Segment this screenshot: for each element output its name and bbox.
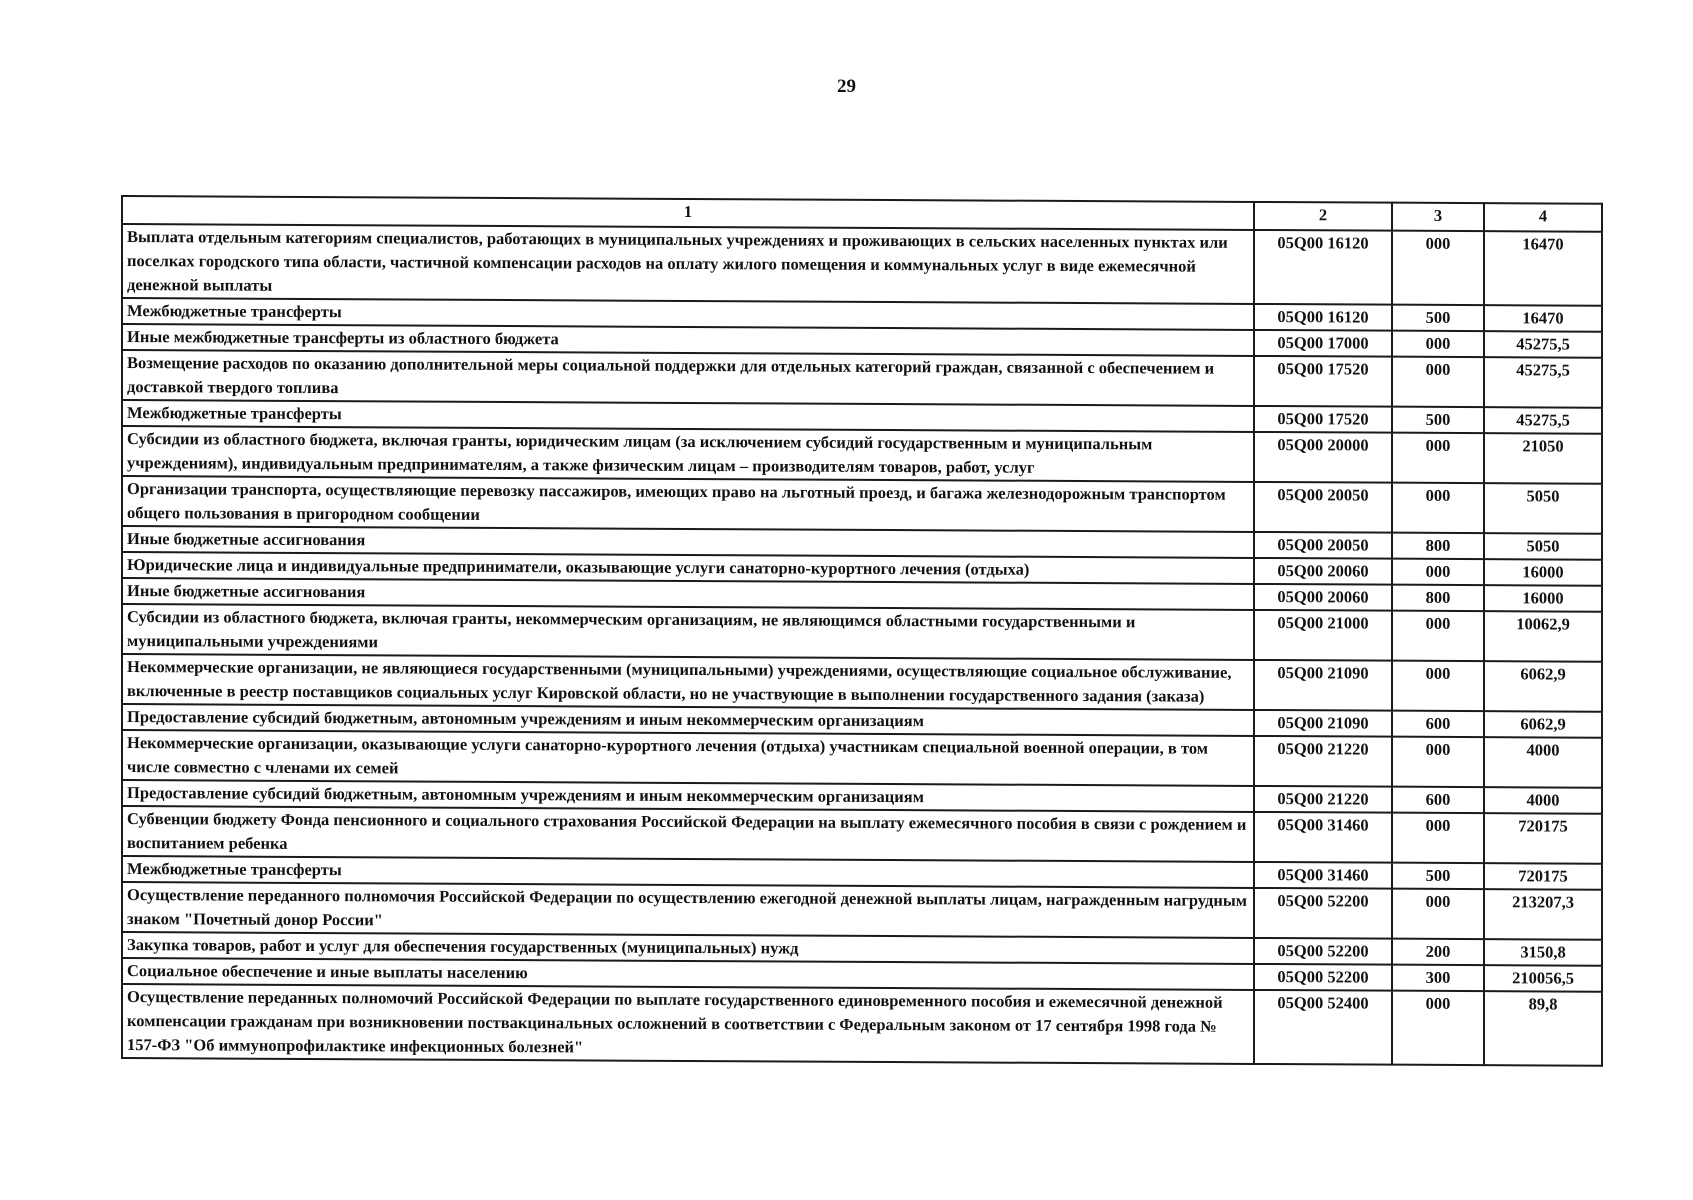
code-cell: 05Q00 52200 [1254,964,1392,991]
amount-cell: 720175 [1484,863,1602,890]
table-row [122,984,1602,1066]
amount-cell: 210056,5 [1484,965,1602,992]
table-row [122,604,1602,662]
amount-cell: 16000 [1484,585,1602,612]
table-row [122,476,1602,534]
code-cell: 05Q00 31460 [1254,862,1392,889]
amount-cell: 45275,5 [1484,331,1602,358]
amount-cell: 6062,9 [1484,711,1602,738]
amount-cell: 21050 [1484,433,1602,484]
description-cell: Юридические лица и индивидуальные предприниматели, оказывающие услуги санаторно-курортного лечения (отдыха) [122,552,1254,584]
table-row [122,806,1602,864]
description-cell: Иные межбюджетные трансферты из областного бюджета [122,324,1254,356]
table-row [122,426,1602,484]
type-cell: 300 [1392,965,1484,991]
amount-cell: 45275,5 [1484,407,1602,434]
type-cell: 000 [1392,331,1484,357]
amount-cell: 16470 [1484,305,1602,332]
code-cell: 05Q00 17520 [1254,356,1392,407]
code-cell: 05Q00 20050 [1254,482,1392,533]
amount-cell: 6062,9 [1484,661,1602,712]
amount-cell: 720175 [1484,813,1602,864]
type-cell: 600 [1392,711,1484,737]
description-cell: Субсидии из областного бюджета, включая гранты, некоммерческим организациям, не являющимся областными государственными и муниципальными учреждениями [122,604,1254,660]
description-cell: Осуществление переданного полномочия Российской Федерации по осуществлению ежегодной денежной выплаты лицам, награжденным нагрудным знаком "Почетный донор России" [122,882,1254,938]
code-cell: 05Q00 20060 [1254,558,1392,585]
description-cell: Некоммерческие организации, не являющиеся государственными (муниципальными) учреждениями, осуществляющие социальное обслуживание, включенные в реестр поставщиков социальных услуг Кировской области, но не участвующие в выполнении государственного задания (заказа) [122,654,1254,710]
code-cell: 05Q00 20060 [1254,584,1392,611]
column-header-description: 1 [122,196,1254,230]
description-cell: Межбюджетные трансферты [122,400,1254,432]
type-cell: 000 [1392,433,1484,483]
type-cell: 000 [1392,483,1484,533]
code-cell: 05Q00 21000 [1254,610,1392,661]
code-cell: 05Q00 52200 [1254,888,1392,939]
description-cell: Межбюджетные трансферты [122,856,1254,888]
table-row [122,224,1602,306]
description-cell: Субвенции бюджету Фонда пенсионного и социального страхования Российской Федерации на выплату ежемесячного пособия в связи с рождением и воспитанием ребенка [122,806,1254,862]
type-cell: 200 [1392,939,1484,965]
code-cell: 05Q00 21220 [1254,736,1392,787]
amount-cell: 16470 [1484,231,1602,306]
description-cell: Некоммерческие организации, оказывающие услуги санаторно-курортного лечения (отдыха) участникам специальной военной операции, в том числе совместно с членами их семей [122,730,1254,786]
code-cell: 05Q00 52400 [1254,990,1392,1065]
code-cell: 05Q00 17520 [1254,406,1392,433]
code-cell: 05Q00 16120 [1254,230,1392,305]
amount-cell: 45275,5 [1484,357,1602,408]
type-cell: 000 [1392,559,1484,585]
type-cell: 800 [1392,533,1484,559]
column-header-amount: 4 [1484,203,1602,232]
description-cell: Иные бюджетные ассигнования [122,578,1254,610]
amount-cell: 5050 [1484,533,1602,560]
type-cell: 500 [1392,407,1484,433]
amount-cell: 10062,9 [1484,611,1602,662]
code-cell: 05Q00 21090 [1254,710,1392,737]
description-cell: Возмещение расходов по оказанию дополнительной меры социальной поддержки для отдельных категорий граждан, связанной с обеспечением и доставкой твердого топлива [122,350,1254,406]
amount-cell: 5050 [1484,483,1602,534]
column-header-type: 3 [1392,203,1484,231]
description-cell: Выплата отдельным категориям специалистов, работающих в муниципальных учреждениях и проживающих в сельских населенных пунктах или поселках городского типа области, частичной компенсации расходов на оплату жилого помещения и коммунальных услуг в виде ежемесячной денежной выплаты [122,224,1254,304]
code-cell: 05Q00 20050 [1254,532,1392,559]
code-cell: 05Q00 16120 [1254,304,1392,331]
description-cell: Иные бюджетные ассигнования [122,526,1254,558]
type-cell: 600 [1392,787,1484,813]
description-cell: Организации транспорта, осуществляющие перевозку пассажиров, имеющих право на льготный проезд, и багажа железнодорожным транспортом общего пользования в пригородном сообщении [122,476,1254,532]
type-cell: 000 [1392,991,1484,1065]
type-cell: 000 [1392,357,1484,407]
description-cell: Осуществление переданных полномочий Российской Федерации по выплате государственного единовременного пособия и ежемесячной денежной компенсации гражданам при возникновении поствакцинальных осложнений в соответствии с Федеральным законом от 17 сентября 1998 года № 157-ФЗ "Об иммунопрофилактике инфекционных болезней" [122,984,1254,1064]
table-row [122,654,1602,712]
amount-cell: 3150,8 [1484,939,1602,966]
column-header-code: 2 [1254,202,1392,231]
type-cell: 500 [1392,305,1484,331]
budget-table [121,195,1603,1067]
description-cell: Субсидии из областного бюджета, включая гранты, юридическим лицам (за исключением субсидий государственным и муниципальным учреждениям), индивидуальным предпринимателям, а также физическим лицам – производителям товаров, работ, услуг [122,426,1254,482]
description-cell: Предоставление субсидий бюджетным, автономным учреждениям и иным некоммерческим организациям [122,780,1254,812]
type-cell: 000 [1392,889,1484,939]
description-cell: Закупка товаров, работ и услуг для обеспечения государственных (муниципальных) нужд [122,932,1254,964]
description-cell: Межбюджетные трансферты [122,298,1254,330]
amount-cell: 89,8 [1484,991,1602,1066]
type-cell: 000 [1392,611,1484,661]
code-cell: 05Q00 52200 [1254,938,1392,965]
type-cell: 800 [1392,585,1484,611]
type-cell: 000 [1392,231,1484,305]
type-cell: 500 [1392,863,1484,889]
type-cell: 000 [1392,737,1484,787]
table-row [122,882,1602,940]
description-cell: Социальное обеспечение и иные выплаты населению [122,958,1254,990]
table-row [122,350,1602,408]
code-cell: 05Q00 21220 [1254,786,1392,813]
table-row [122,730,1602,788]
description-cell: Предоставление субсидий бюджетным, автономным учреждениям и иным некоммерческим организациям [122,704,1254,736]
code-cell: 05Q00 21090 [1254,660,1392,711]
code-cell: 05Q00 31460 [1254,812,1392,863]
type-cell: 000 [1392,813,1484,863]
amount-cell: 213207,3 [1484,889,1602,940]
code-cell: 05Q00 17000 [1254,330,1392,357]
amount-cell: 4000 [1484,737,1602,788]
page-number: 29 [837,76,856,97]
type-cell: 000 [1392,661,1484,711]
amount-cell: 4000 [1484,787,1602,814]
code-cell: 05Q00 20000 [1254,432,1392,483]
amount-cell: 16000 [1484,559,1602,586]
